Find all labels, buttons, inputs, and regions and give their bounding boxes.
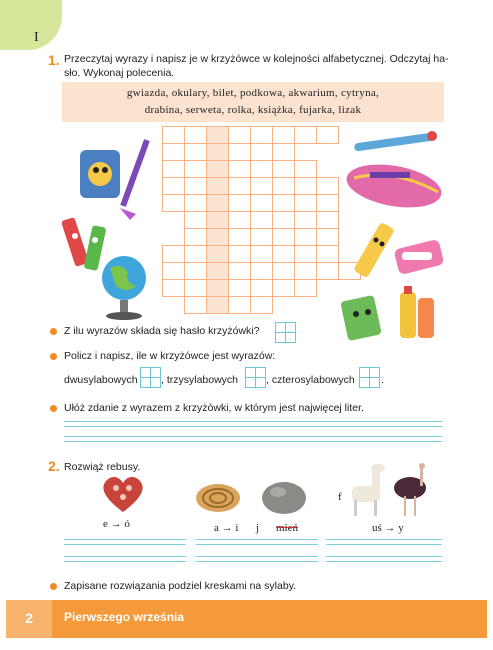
password-cell[interactable]: [206, 211, 229, 229]
crossword-cell[interactable]: [250, 126, 273, 144]
answer-line[interactable]: [196, 539, 318, 540]
book-icon: [340, 295, 382, 341]
password-cell[interactable]: [206, 160, 229, 178]
crossword-cell[interactable]: [162, 177, 185, 195]
password-cell[interactable]: [206, 177, 229, 195]
writing-line: [64, 441, 442, 442]
crossword-cell[interactable]: [228, 143, 251, 161]
password-cell[interactable]: [206, 126, 229, 144]
password-cell[interactable]: [206, 262, 229, 280]
rebus-2-hint-c: mień: [276, 522, 298, 534]
crossword-cell[interactable]: [184, 160, 207, 178]
answer-line[interactable]: [64, 556, 186, 557]
writing-line[interactable]: [64, 436, 442, 437]
question-3: Ułóż zdanie z wyrazem z krzyżówki, w którym jest najwięcej liter.: [64, 402, 364, 414]
crossword-cell[interactable]: [228, 245, 251, 263]
crossword-cell[interactable]: [316, 228, 339, 246]
task-1-number: 1.: [48, 52, 60, 68]
crossword-cell[interactable]: [272, 262, 295, 280]
answer-box[interactable]: [285, 332, 296, 343]
password-cell[interactable]: [206, 143, 229, 161]
ostrich-icon: [394, 463, 426, 516]
crossword-cell[interactable]: [250, 296, 273, 314]
crossword-cell[interactable]: [162, 143, 185, 161]
bullet: [50, 405, 57, 412]
crossword-cell[interactable]: [184, 194, 207, 212]
sentence-end: .: [381, 374, 384, 386]
crossword-cell[interactable]: [272, 279, 295, 297]
crossword-cell[interactable]: [272, 160, 295, 178]
bullet: [50, 328, 57, 335]
crossword-cell[interactable]: [294, 194, 317, 212]
crossword-cell[interactable]: [184, 245, 207, 263]
crossword-cell[interactable]: [294, 228, 317, 246]
crossword-cell[interactable]: [228, 228, 251, 246]
crossword-cell[interactable]: [316, 211, 339, 229]
password-cell[interactable]: [206, 296, 229, 314]
task-1-instruction: Przeczytaj wyrazy i napisz je w krzyżówce w kolejności alfabetycznej. Odczytaj ha- sło. Wykonaj polecenia.: [64, 53, 449, 79]
crossword-cell[interactable]: [294, 262, 317, 280]
writing-line[interactable]: [64, 421, 442, 422]
crossword-cell[interactable]: [294, 160, 317, 178]
password-cell[interactable]: [206, 279, 229, 297]
pen-icon: [354, 131, 437, 152]
crossword-cell[interactable]: [228, 194, 251, 212]
answer-line: [326, 561, 442, 562]
crossword-cell[interactable]: [250, 228, 273, 246]
task-2-title: Rozwiąż rebusy.: [64, 461, 141, 473]
crossword-cell[interactable]: [162, 245, 185, 263]
crossword-cell[interactable]: [162, 262, 185, 280]
crossword-cell[interactable]: [272, 211, 295, 229]
crossword-cell[interactable]: [184, 228, 207, 246]
rebus-2-images: [192, 474, 322, 518]
crossword-cell[interactable]: [250, 262, 273, 280]
crossword-cell[interactable]: [162, 194, 185, 212]
pencil-sharpener-icon: [80, 150, 120, 198]
crayons-icon: [62, 217, 106, 271]
answer-line[interactable]: [64, 539, 186, 540]
answer-box[interactable]: [255, 377, 266, 388]
password-cell[interactable]: [206, 245, 229, 263]
markers-icon: [400, 286, 434, 338]
question-1: Z ilu wyrazów składa się hasło krzyżówki?: [64, 325, 260, 337]
crossword-cell[interactable]: [228, 296, 251, 314]
crossword-cell[interactable]: [294, 211, 317, 229]
llama-icon: [352, 464, 385, 516]
label-three-syllable: , trzysylabowych: [161, 374, 239, 386]
crossword-cell[interactable]: [162, 160, 185, 178]
crossword-cell[interactable]: [228, 262, 251, 280]
answer-line: [64, 544, 186, 545]
crossword-cell[interactable]: [184, 126, 207, 144]
rebus-1-hint: e → ó: [103, 518, 130, 530]
eraser-icon: [394, 239, 445, 275]
crossword-cell[interactable]: [316, 177, 339, 195]
task-2-number: 2.: [48, 458, 60, 474]
crossword-cell[interactable]: [316, 194, 339, 212]
answer-line: [64, 561, 186, 562]
final-instruction: Zapisane rozwiązania podziel kreskami na sylaby.: [64, 580, 297, 592]
crossword-cell[interactable]: [250, 160, 273, 178]
crossword-cell[interactable]: [272, 177, 295, 195]
rebus-2-hint-b: j: [256, 522, 260, 534]
crossword-cell[interactable]: [272, 126, 295, 144]
globe-icon: [102, 256, 146, 320]
answer-line[interactable]: [196, 556, 318, 557]
password-cell[interactable]: [206, 194, 229, 212]
crossword-cell[interactable]: [250, 143, 273, 161]
crossword-cell[interactable]: [184, 211, 207, 229]
crossword-cell[interactable]: [294, 279, 317, 297]
password-cell[interactable]: [206, 228, 229, 246]
left-illustrations: [62, 128, 162, 323]
crossword-cell[interactable]: [228, 177, 251, 195]
right-illustrations: [340, 128, 450, 353]
word-list-box: gwiazda, okulary, bilet, podkowa, akwarium, cytryna, drabina, serweta, rolka, książka, fujarka, lizak: [62, 82, 444, 122]
answer-line[interactable]: [326, 539, 442, 540]
crossword-cell[interactable]: [250, 279, 273, 297]
page-footer: [6, 600, 487, 638]
crossword-cell[interactable]: [162, 279, 185, 297]
crossword-cell[interactable]: [316, 126, 339, 144]
crossword-cell[interactable]: [294, 245, 317, 263]
chapter-title: Pierwszego września: [64, 610, 185, 624]
rope-icon: [196, 484, 240, 512]
crossword-cell[interactable]: [228, 160, 251, 178]
chapter-number: I: [34, 30, 39, 45]
rebus-3-images: [346, 462, 436, 520]
label-four-syllable: , czterosylabowych: [266, 374, 355, 386]
crossword-cell[interactable]: [184, 177, 207, 195]
crossword-cell[interactable]: [184, 279, 207, 297]
answer-line[interactable]: [326, 556, 442, 557]
crossword-cell[interactable]: [272, 143, 295, 161]
crossword-cell[interactable]: [272, 245, 295, 263]
rebus-3-letter: f: [338, 491, 342, 503]
heart-icon: [100, 474, 146, 514]
answer-box[interactable]: [369, 377, 380, 388]
bullet: [50, 583, 57, 590]
answer-box[interactable]: [150, 377, 161, 388]
page-number: 2: [6, 600, 52, 638]
crossword-cell[interactable]: [294, 177, 317, 195]
crossword-cell[interactable]: [184, 143, 207, 161]
crossword-cell[interactable]: [250, 245, 273, 263]
crossword-cell[interactable]: [228, 279, 251, 297]
stone-icon: [262, 482, 306, 514]
label-two-syllable: dwusylabowych: [64, 374, 138, 386]
chapter-tab: [0, 0, 62, 50]
crossword-cell[interactable]: [272, 194, 295, 212]
rebus-3-hint: uś → y: [372, 522, 404, 534]
crossword-cell[interactable]: [250, 177, 273, 195]
answer-line: [196, 544, 318, 545]
crossword-cell[interactable]: [250, 194, 273, 212]
crossword-cell[interactable]: [272, 228, 295, 246]
answer-line: [196, 561, 318, 562]
paintbrush-icon: [120, 139, 150, 220]
answer-line: [326, 544, 442, 545]
rebus-2-hint-a: a → i: [214, 522, 239, 534]
pencil-case-icon: [343, 158, 444, 214]
crossword-cell[interactable]: [294, 126, 317, 144]
crossword-cell[interactable]: [228, 126, 251, 144]
crossword-cell[interactable]: [162, 126, 185, 144]
crossword-cell[interactable]: [184, 262, 207, 280]
pencil-icon: [353, 222, 395, 278]
bullet: [50, 353, 57, 360]
question-2: Policz i napisz, ile w krzyżówce jest wyrazów:: [64, 350, 276, 362]
crossword-cell[interactable]: [316, 245, 339, 263]
crossword-cell[interactable]: [228, 211, 251, 229]
crossword-cell[interactable]: [184, 296, 207, 314]
crossword-cell[interactable]: [250, 211, 273, 229]
crossword-cell[interactable]: [316, 262, 339, 280]
writing-line: [64, 426, 442, 427]
